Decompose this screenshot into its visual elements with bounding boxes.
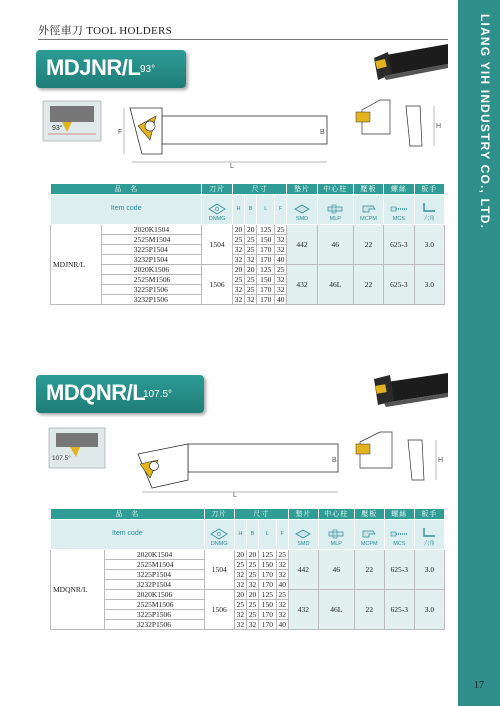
h-cell: 32	[232, 295, 244, 305]
l-cell: 170	[259, 580, 277, 590]
f-cell: 32	[276, 570, 288, 580]
col-size: 尺寸	[232, 184, 287, 195]
insert-cell: 1504	[202, 225, 232, 265]
col-item-name: 品 名	[51, 184, 202, 195]
angle-label: 93°	[52, 125, 63, 132]
item-code-cell: 3232P1504	[101, 255, 202, 265]
f-header: F	[275, 195, 287, 225]
l-cell: 125	[257, 225, 275, 235]
hex-key-icon	[419, 201, 439, 213]
l-cell: 170	[259, 610, 277, 620]
label-H: H	[436, 123, 442, 130]
angle-label: 107.5°	[52, 455, 71, 462]
f-cell: 25	[275, 225, 287, 235]
clamp-icon	[359, 203, 379, 215]
label-F: F	[118, 129, 123, 136]
item-code-label: Item code	[51, 195, 202, 225]
h-cell: 20	[232, 225, 244, 235]
spec-table-mdjnr	[50, 183, 445, 305]
f-cell: 32	[276, 560, 288, 570]
h-cell: 32	[234, 570, 246, 580]
l-header: L	[257, 195, 275, 225]
f-cell: 40	[275, 295, 287, 305]
diamond-insert-icon	[207, 203, 227, 215]
col-clamp: 壓板	[353, 184, 383, 195]
l-cell: 125	[259, 590, 277, 600]
tool-holder-photo	[370, 38, 450, 88]
clamp-cell: 22	[353, 225, 383, 265]
f-cell: 32	[276, 600, 288, 610]
spec-table-body	[51, 550, 445, 630]
f-cell: 32	[276, 610, 288, 620]
page-number: 17	[474, 680, 484, 691]
label-H: H	[438, 457, 444, 464]
h-cell: 32	[234, 620, 246, 630]
f-header: F	[276, 520, 288, 550]
pin-cell: 46	[317, 225, 353, 265]
l-cell: 170	[259, 570, 277, 580]
l-cell: 170	[257, 295, 275, 305]
label-L: L	[230, 163, 234, 170]
table-row	[51, 225, 445, 235]
dnmg-header: DNMG	[202, 195, 232, 225]
shim-cell: 442	[288, 550, 318, 590]
f-cell: 25	[276, 590, 288, 600]
b-cell: 25	[245, 285, 257, 295]
b-cell: 20	[245, 225, 257, 235]
key-cell: 3.0	[414, 265, 444, 305]
item-code-cell: 2525M1506	[101, 275, 202, 285]
col-insert: 刀片	[204, 509, 234, 520]
h-cell: 25	[232, 235, 244, 245]
screw-cell: 625-3	[384, 225, 414, 265]
spec-table-body	[51, 225, 445, 305]
label-B: B	[320, 129, 325, 136]
h-cell: 25	[232, 275, 244, 285]
h-cell: 32	[232, 255, 244, 265]
b-cell: 20	[245, 265, 257, 275]
b-cell: 25	[245, 245, 257, 255]
key-cell: 3.0	[414, 550, 444, 590]
spec-table-mdqnr	[50, 508, 445, 630]
model-banner-mdqnr	[36, 375, 204, 413]
model-name: MDJNR/L	[46, 55, 141, 80]
col-shim: 墊片	[288, 509, 318, 520]
approach-angle-diagram	[42, 100, 102, 142]
l-cell: 150	[257, 235, 275, 245]
hex-key-icon	[419, 526, 439, 538]
key-cell: 3.0	[414, 225, 444, 265]
l-header: L	[259, 520, 277, 550]
h-header: H	[232, 195, 244, 225]
pin-icon	[325, 203, 345, 215]
item-code-cell: 2525M1504	[101, 235, 202, 245]
clamp-cell: 22	[353, 265, 383, 305]
col-key: 板手	[414, 509, 444, 520]
model-name: MDQNR/L	[46, 380, 146, 405]
pin-cell: 46L	[318, 590, 354, 630]
col-pin: 中心柱	[318, 509, 354, 520]
col-insert: 刀片	[202, 184, 232, 195]
key-header: 六角	[414, 195, 444, 225]
tool-dimension-diagram	[112, 98, 332, 170]
col-item-name: 品 名	[51, 509, 205, 520]
item-code-cell: 3232P1504	[104, 580, 204, 590]
table-row	[51, 550, 445, 560]
f-cell: 40	[276, 580, 288, 590]
item-code-cell: 2020K1504	[104, 550, 204, 560]
screw-icon	[389, 528, 409, 540]
l-cell: 170	[259, 620, 277, 630]
f-cell: 40	[276, 620, 288, 630]
l-cell: 125	[259, 550, 277, 560]
item-code-cell: 2020K1504	[101, 225, 202, 235]
b-cell: 20	[246, 590, 258, 600]
mlp-header: MLP	[318, 520, 354, 550]
diamond-insert-icon	[209, 528, 229, 540]
h-cell: 20	[234, 590, 246, 600]
tool-holder-photo	[370, 365, 450, 415]
label-L: L	[233, 492, 237, 498]
shim-icon	[293, 528, 313, 540]
model-label-cell: MDJNR/L	[51, 225, 102, 305]
item-code-cell: 3225P1504	[104, 570, 204, 580]
b-cell: 32	[246, 580, 258, 590]
col-key: 板手	[414, 184, 444, 195]
col-screw: 螺絲	[384, 184, 414, 195]
f-cell: 32	[275, 275, 287, 285]
pin-cell: 46L	[317, 265, 353, 305]
col-clamp: 壓板	[354, 509, 384, 520]
l-cell: 170	[257, 245, 275, 255]
item-code-cell: 3232P1506	[101, 295, 202, 305]
tool-dimension-diagram	[128, 440, 348, 498]
item-code-cell: 2525M1504	[104, 560, 204, 570]
smd-header: SMD	[288, 520, 318, 550]
model-banner-mdjnr	[36, 50, 186, 88]
h-header: H	[234, 520, 246, 550]
screw-cell: 625-3	[384, 265, 414, 305]
h-cell: 32	[232, 245, 244, 255]
shim-cell: 442	[287, 225, 317, 265]
item-code-cell: 3225P1506	[101, 285, 202, 295]
clamp-icon	[359, 528, 379, 540]
item-code-cell: 2020K1506	[104, 590, 204, 600]
col-pin: 中心柱	[317, 184, 353, 195]
b-cell: 32	[245, 255, 257, 265]
h-cell: 32	[232, 285, 244, 295]
mcpm-header: MCPM	[354, 520, 384, 550]
screw-icon	[389, 203, 409, 215]
h-cell: 25	[234, 600, 246, 610]
table-row	[51, 590, 445, 600]
b-cell: 32	[246, 620, 258, 630]
b-cell: 25	[246, 600, 258, 610]
key-cell: 3.0	[414, 590, 444, 630]
clamp-cell: 22	[354, 590, 384, 630]
company-name: LIANG YIH INDUSTRY CO., LTD.	[478, 14, 492, 230]
b-cell: 32	[245, 295, 257, 305]
mcs-header: MCS	[384, 195, 414, 225]
insert-cell: 1506	[204, 590, 234, 630]
insert-cell: 1504	[204, 550, 234, 590]
table-row	[51, 265, 445, 275]
pin-cell: 46	[318, 550, 354, 590]
l-cell: 150	[259, 600, 277, 610]
b-cell: 20	[246, 550, 258, 560]
dnmg-header: DNMG	[204, 520, 234, 550]
mcpm-header: MCPM	[353, 195, 383, 225]
approach-angle-diagram	[48, 427, 106, 469]
b-cell: 25	[245, 275, 257, 285]
smd-header: SMD	[287, 195, 317, 225]
f-cell: 32	[275, 285, 287, 295]
f-cell: 40	[275, 255, 287, 265]
h-cell: 32	[234, 610, 246, 620]
b-header: B	[245, 195, 257, 225]
col-shim: 墊片	[287, 184, 317, 195]
tool-side-diagram	[350, 96, 445, 154]
l-cell: 150	[257, 275, 275, 285]
b-cell: 25	[246, 560, 258, 570]
b-cell: 25	[245, 235, 257, 245]
h-cell: 20	[232, 265, 244, 275]
col-size: 尺寸	[234, 509, 288, 520]
pin-icon	[326, 528, 346, 540]
model-label-cell: MDQNR/L	[51, 550, 105, 630]
f-cell: 25	[275, 265, 287, 275]
item-code-cell: 3225P1506	[104, 610, 204, 620]
item-code-cell: 3225P1504	[101, 245, 202, 255]
col-screw: 螺絲	[384, 509, 414, 520]
screw-cell: 625-3	[384, 590, 414, 630]
shim-icon	[292, 203, 312, 215]
shim-cell: 432	[288, 590, 318, 630]
b-cell: 25	[246, 610, 258, 620]
insert-cell: 1506	[202, 265, 232, 305]
b-cell: 25	[246, 570, 258, 580]
tool-side-diagram	[352, 428, 447, 488]
mcs-header: MCS	[384, 520, 414, 550]
l-cell: 170	[257, 285, 275, 295]
f-cell: 32	[275, 245, 287, 255]
model-angle: 93°	[140, 64, 156, 75]
mlp-header: MLP	[317, 195, 353, 225]
clamp-cell: 22	[354, 550, 384, 590]
h-cell: 32	[234, 580, 246, 590]
label-B: B	[332, 457, 337, 464]
item-code-cell: 2525M1506	[104, 600, 204, 610]
screw-cell: 625-3	[384, 550, 414, 590]
h-cell: 20	[234, 550, 246, 560]
f-cell: 32	[275, 235, 287, 245]
l-cell: 170	[257, 255, 275, 265]
model-angle: 107.5°	[143, 389, 173, 400]
item-code-cell: 2020K1506	[101, 265, 202, 275]
h-cell: 25	[234, 560, 246, 570]
key-header: 六角	[414, 520, 444, 550]
item-code-label: Item code	[51, 520, 205, 550]
brand-sidebar	[458, 0, 500, 706]
shim-cell: 432	[287, 265, 317, 305]
page-header-title: 外徑車刀 TOOL HOLDERS	[38, 25, 173, 37]
l-cell: 150	[259, 560, 277, 570]
l-cell: 125	[257, 265, 275, 275]
f-cell: 25	[276, 550, 288, 560]
item-code-cell: 3232P1506	[104, 620, 204, 630]
b-header: B	[246, 520, 258, 550]
